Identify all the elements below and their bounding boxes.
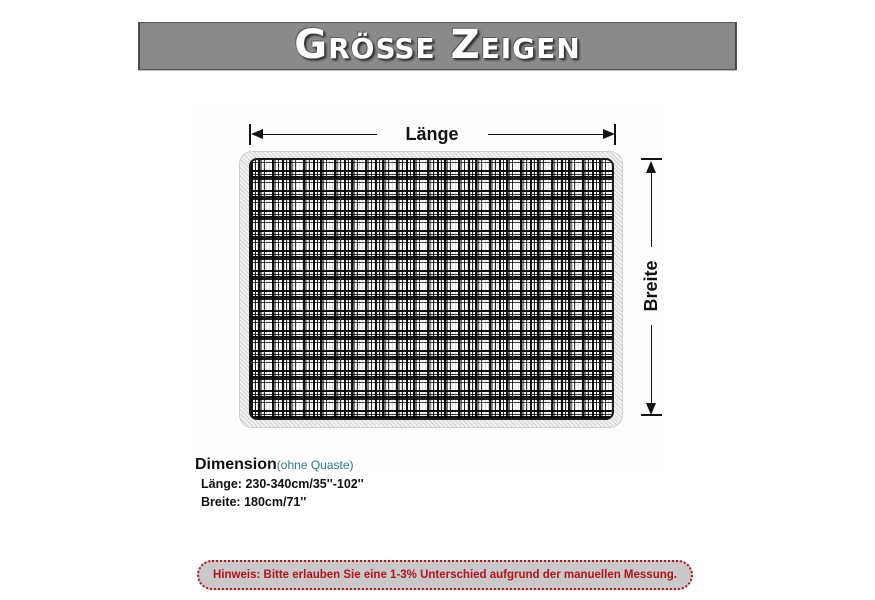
arrow-right-icon bbox=[603, 129, 615, 139]
dimension-note: (ohne Quaste) bbox=[276, 458, 354, 472]
arrow-up-icon bbox=[646, 161, 656, 173]
page-title: Größe Zeigen bbox=[294, 22, 581, 68]
length-label: Länge bbox=[405, 124, 459, 144]
dimension-info bbox=[195, 455, 364, 511]
dimension-heading bbox=[195, 455, 364, 475]
length-line-right bbox=[488, 134, 608, 135]
arrow-down-icon bbox=[646, 403, 656, 415]
width-label: Breite bbox=[641, 247, 661, 325]
header-banner bbox=[138, 22, 737, 70]
arrow-left-icon bbox=[251, 129, 263, 139]
dimension-length: Länge: 230-340cm/35''-102'' bbox=[201, 477, 364, 491]
length-line-left bbox=[255, 134, 377, 135]
dimension-width: Breite: 180cm/71'' bbox=[201, 495, 307, 509]
hint-text: Hinweis: Bitte erlauben Sie eine 1-3% Unterschied aufgrund der manuellen Messung. bbox=[213, 569, 677, 581]
hint-box bbox=[197, 560, 693, 590]
plaid-blanket-image bbox=[249, 158, 614, 420]
width-start-tick bbox=[641, 158, 662, 160]
dimension-title: Dimension bbox=[195, 456, 277, 473]
